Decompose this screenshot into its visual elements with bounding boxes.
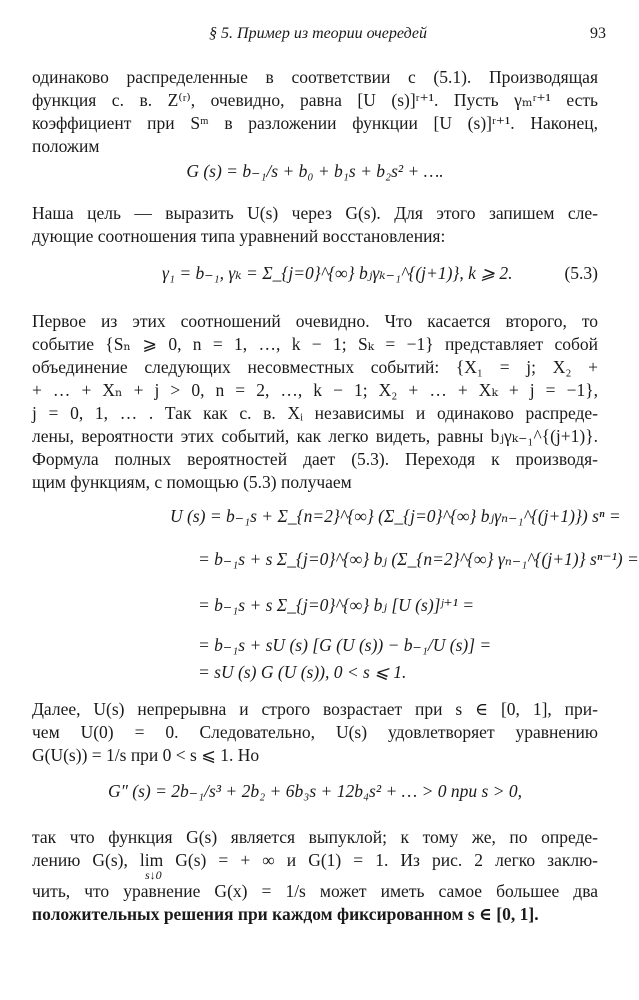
text-line: так что функция G(s) является выпуклой; к тому же, по опреде- bbox=[32, 827, 598, 847]
equation-line: = b₋₁s + s Σ_{j=0}^{∞} bⱼ [U (s)]ʲ⁺¹ = bbox=[198, 595, 475, 615]
text-line: объединение следующих несовместных событий: {X₁ = j; X₂ + bbox=[32, 357, 598, 377]
text-line: чем U(0) = 0. Следовательно, U(s) удовлетворяет уравнению bbox=[32, 722, 598, 742]
text-line: + … + Xₙ + j > 0, n = 2, …, k − 1; X₂ + … + Xₖ + j = −1}, bbox=[32, 380, 598, 400]
text-line: щим функциям, с помощью (5.3) получаем bbox=[32, 472, 352, 492]
text-line: положим bbox=[32, 136, 100, 156]
text-line: чить, что уравнение G(x) = 1/s может иметь самое большее два bbox=[32, 881, 598, 901]
text-line: положительных решения при каждом фиксированном s ∈ [0, 1]. bbox=[32, 904, 539, 924]
text-line: G(U(s)) = 1/s при 0 < s ⩽ 1. Но bbox=[32, 745, 260, 765]
equation-line: = b₋₁s + sU (s) [G (U (s)) − b₋₁/U (s)] = bbox=[198, 635, 492, 655]
text-line: одинаково распределенные в соответствии с (5.1). Производящая bbox=[32, 67, 598, 87]
text-line: j = 0, 1, … . Так как с. в. Xᵢ независимы и одинаково распреде- bbox=[32, 403, 598, 423]
equation-second-derivative: G″ (s) = 2b₋₁/s³ + 2b₂ + 6b₃s + 12b₄s² + … > 0 при s > 0, bbox=[107, 781, 523, 801]
text-line: Формула полных вероятностей дает (5.3). Переходя к производя- bbox=[32, 449, 598, 469]
equation-line: = b₋₁s + s Σ_{j=0}^{∞} bⱼ (Σ_{n=2}^{∞} γₙ₋₁^{(j+1)} sⁿ⁻¹) = bbox=[198, 549, 639, 569]
equation-generating-function: G (s) = b₋₁/s + b₀ + b₁s + b₂s² + …. bbox=[186, 161, 444, 181]
equation-5-3-formula: γ₁ = b₋₁, γₖ = Σ_{j=0}^{∞} bⱼγₖ₋₁^{(j+1)}, k ⩾ 2. bbox=[162, 263, 513, 283]
equation-5-3 bbox=[32, 262, 598, 290]
text-line: лению G(s), lim G(s) = + ∞ и G(1) = 1. Из рис. 2 легко заклю- bbox=[32, 850, 598, 870]
text-line: Первое из этих соотношений очевидно. Что касается второго, то bbox=[32, 311, 598, 331]
equation-line: U (s) = b₋₁s + Σ_{n=2}^{∞} (Σ_{j=0}^{∞} bⱼγₙ₋₁^{(j+1)}) sⁿ = bbox=[170, 506, 621, 526]
text-line: коэффициент при Sᵐ в разложении функции [U (s)]ʳ⁺¹. Наконец, bbox=[32, 113, 598, 133]
equation-number: (5.3) bbox=[564, 263, 598, 283]
limit-subscript: s↓0 bbox=[145, 868, 162, 882]
text-line: функция с. в. Z⁽ʳ⁾, очевидно, равна [U (s)]ʳ⁺¹. Пусть γₘʳ⁺¹ есть bbox=[32, 90, 598, 110]
text-line: событие {Sₙ ⩾ 0, n = 1, …, k − 1; Sₖ = −1} представляет собой bbox=[32, 334, 598, 354]
page-header bbox=[30, 22, 606, 46]
text-line: дующие соотношения типа уравнений восстановления: bbox=[32, 226, 446, 246]
running-title: § 5. Пример из теории очередей bbox=[209, 25, 427, 42]
text-line: Далее, U(s) непрерывна и строго возрастает при s ∈ [0, 1], при- bbox=[32, 699, 598, 719]
text-line: лены, вероятности этих событий, как легко видеть, равны bⱼγₖ₋₁^{(j+1)}. bbox=[32, 426, 598, 446]
page-number: 93 bbox=[590, 25, 606, 42]
equation-line: = sU (s) G (U (s)), 0 < s ⩽ 1. bbox=[198, 662, 407, 682]
text-line: Наша цель — выразить U(s) через G(s). Для этого запишем сле- bbox=[32, 203, 598, 223]
